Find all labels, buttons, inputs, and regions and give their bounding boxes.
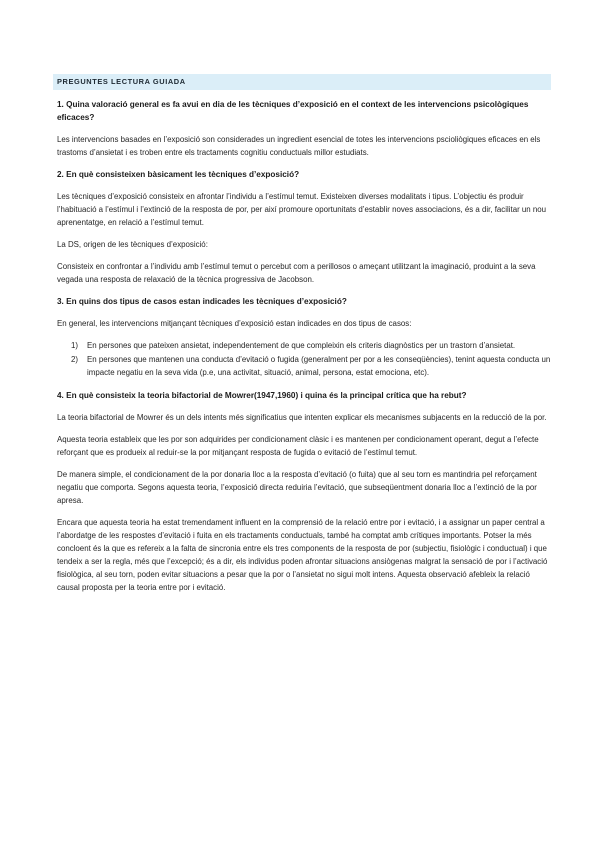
answer-1: Les intervencions basades en l’exposició son considerades un ingredient esencial de totes les intervencions pscioliògiques eficaces en els trastoms d’ansietat i es troben entre els tractaments cognitiu conductuals millor estudiats. bbox=[57, 135, 541, 157]
question-2: 2. En què consisteixen bàsicament les tècniques d’exposició? bbox=[57, 170, 300, 179]
question-4: 4. En què consisteix la teoria bifactorial de Mowrer(1947,1960) i quina és la principal crítica que ha rebut? bbox=[57, 391, 467, 400]
list-text: En persones que pateixen ansietat, independentement de que compleixin els criteris diagnòstics per un trastorn d’ansietat. bbox=[87, 341, 516, 350]
question-3: 3. En quins dos tipus de casos estan indicades les tècniques d’exposició? bbox=[57, 297, 347, 306]
answer-4-paragraph: Aquesta teoria estableix que les por son adquirides per condicionament clàsic i es mantenen per condicionament operant, degut a l’efecte reforçant que es produeix al reduir-se la por mitjançant resposta de fugida o evitació de l’estímul temut. bbox=[57, 435, 539, 457]
list-number: 2) bbox=[71, 355, 79, 364]
case-list bbox=[57, 339, 551, 379]
answer-3-intro: En general, les intervencions mitjançant tècniques d’exposició estan indicades en dos tipus de casos: bbox=[57, 319, 412, 328]
question-1: 1. Quina valoració general es fa avui en dia de les tècniques d’exposició en el context de les intervencions psicològiques eficaces? bbox=[57, 100, 529, 122]
ds-text: Consisteix en confrontar a l’individu amb l’estímul temut o percebut com a perillosos o ameçant utilitzant la imaginació, produint a la seva vegada una resposta de relaxació de la tècnica progressiva de Jacobson. bbox=[57, 262, 536, 284]
list-text: En persones que mantenen una conducta d’evitació o fugida (generalment per por a les conseqüències), tenint aquesta conducta un impacte negatiu en la seva vida (p.e, una activitat, situació, animal, persona, estat emociona, etc). bbox=[87, 355, 551, 377]
list-number: 1) bbox=[71, 341, 79, 350]
list-item bbox=[57, 339, 551, 352]
answer-2: Les tècniques d’exposició consisteix en afrontar l’individu a l’estímul temut. Existeixen diverses modalitats i tipus. L’objectiu és produir l’habituació a l’estímul i l’extinció de la resposta de por, per així promoure oportunitats d’establir noves associacions, és a dir, facilitar un nou aprenentatge, en relació a l’estímul temut. bbox=[57, 192, 547, 227]
answer-4-paragraph: La teoria bifactorial de Mowrer és un dels intents més significatius que intenten explicar els mecanismes subjacents en la reducció de la por. bbox=[57, 413, 547, 422]
answer-4-paragraph: Encara que aquesta teoria ha estat tremendament influent en la comprensió de la relació entre por i evitació, i a assignar un paper central a l’abordatge de les respostes d’evitació i fuita en els tractaments conductuals, també ha comptat amb crítiques importants. Potser la més concloent és la que es refereix a la falta de sincronia entre els tres components de la resposta de por (subjectiu, fisiològic i conductual) i que tendeix a ser la regla, més que l’excepció; és a dir, els individus poden afrontar situacions ansiògenas malgrat la sensació de por i l’activació fisiològica, al seu torn, poden evitar situacions a pesar que la por o l’ansietat no sigui molt intens. Aquesta observació afebleix la relació causal proposta per la teoria entre por i evitació. bbox=[57, 518, 548, 592]
ds-heading: La DS, origen de les tècniques d’exposició: bbox=[57, 240, 208, 249]
section-header: PREGUNTES LECTURA GUIADA bbox=[53, 74, 551, 90]
answer-4-paragraph: De manera simple, el condicionament de la por donaria lloc a la resposta d’evitació (o fuita) que al seu torn es mantindria pel reforçament negatiu que comporta. Segons aquesta teoria, l’exposició directa reduiria l’evitació, que subseqüentment donaria lloc a l’extinció de la por apresa. bbox=[57, 470, 537, 505]
list-item bbox=[57, 353, 551, 379]
